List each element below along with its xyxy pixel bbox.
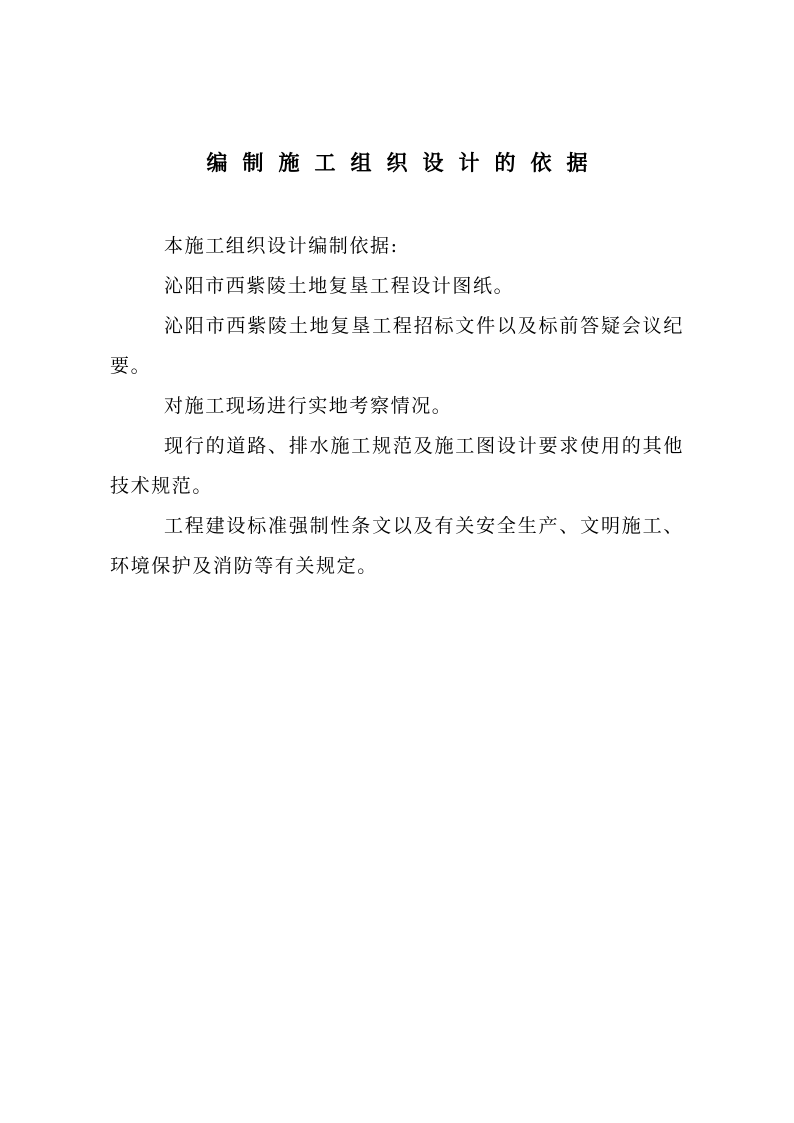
document-body [110, 226, 684, 586]
paragraph-site-inspection: 对施工现场进行实地考察情况。 [164, 395, 453, 417]
paragraph-mandatory-regulations: 工程建设标准强制性条文以及有关安全生产、文明施工、环境保护及消防等有关规定。 [110, 515, 684, 577]
document-title: 编制施工组织设计的依据 [206, 150, 603, 175]
paragraph-basis-intro: 本施工组织设计编制依据: [164, 235, 399, 257]
paragraph-tender-documents: 沁阳市西紫陵土地复垦工程招标文件以及标前答疑会议纪要。 [110, 315, 684, 377]
paragraph-design-drawings: 沁阳市西紫陵土地复垦工程设计图纸。 [164, 275, 515, 297]
paragraph-technical-standards: 现行的道路、排水施工规范及施工图设计要求使用的其他技术规范。 [110, 435, 684, 497]
